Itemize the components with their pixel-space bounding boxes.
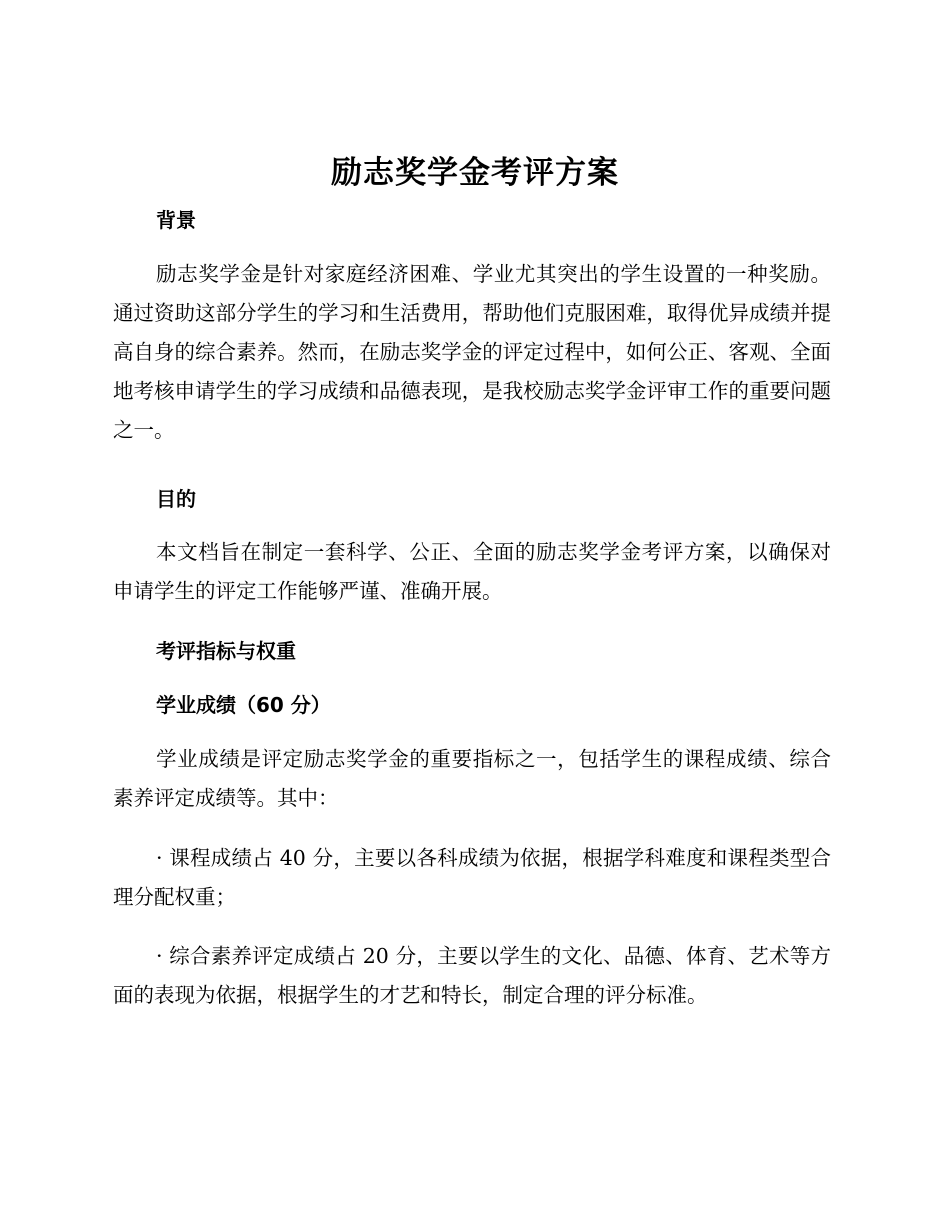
list-item-course-score: · 课程成绩占 40 分，主要以各科成绩为依据，根据学科难度和课程类型合理分配权重；	[113, 846, 831, 909]
paragraph-background: 励志奖学金是针对家庭经济困难、学业尤其突出的学生设置的一种奖励。通过资助这部分学生的学习和生活费用，帮助他们克服困难，取得优异成绩并提高自身的综合素养。然而，在励志奖学金的评定过程中，如何公正、客观、全面地考核申请学生的学习成绩和品德表现，是我校励志奖学金评审工作的重要问题之一。	[113, 262, 831, 442]
paragraph-academic: 学业成绩是评定励志奖学金的重要指标之一，包括学生的课程成绩、综合素养评定成绩等。其中：	[113, 747, 831, 810]
list-item-quality-score: · 综合素养评定成绩占 20 分，主要以学生的文化、品德、体育、艺术等方面的表现为依据，根据学生的才艺和特长，制定合理的评分标准。	[113, 944, 831, 1007]
section-heading-criteria: 考评指标与权重	[156, 639, 296, 663]
section-heading-academic: 学业成绩（60 分）	[156, 693, 331, 717]
paragraph-purpose: 本文档旨在制定一套科学、公正、全面的励志奖学金考评方案，以确保对申请学生的评定工作能够严谨、准确开展。	[113, 540, 831, 603]
section-heading-purpose: 目的	[156, 487, 196, 511]
document-title: 励志奖学金考评方案	[331, 155, 619, 191]
section-heading-background: 背景	[156, 208, 196, 232]
